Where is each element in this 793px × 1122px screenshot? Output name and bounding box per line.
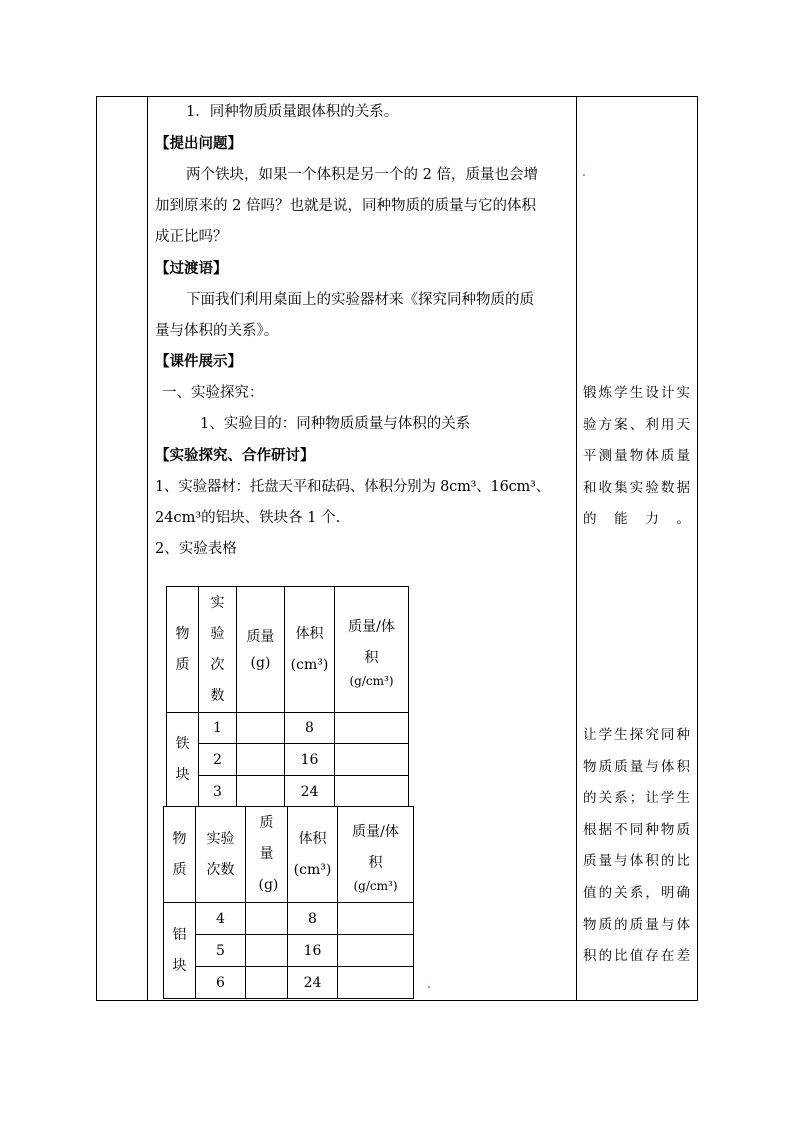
mass-cell [237,713,285,744]
ratio-cell [335,776,409,808]
material-cell: 铁块 [167,713,199,808]
ratio-cell [338,903,414,935]
heading-question: 【提出问题】 [155,136,242,152]
ratio-cell [335,713,409,744]
header-ratio: 质量/体积 (g/cm³) [338,807,414,903]
trial-cell: 6 [196,967,246,999]
mass-cell [246,967,288,999]
mass-cell [237,776,285,808]
heading-explore: 【实验探究、合作研讨】 [155,448,315,464]
header-ratio: 质量/体积 (g/cm³) [335,587,409,713]
note-explore-relation: 让学生探究同种物质质量与体积的关系；让学生根据不同种物质质量与体积的比值的关系，明确物质的质量与体积的比值存在差 [583,727,691,965]
topic-line: 1．同种物质质量跟体积的关系。 [186,104,399,120]
volume-cell: 8 [285,713,335,744]
table-header-row [167,587,409,713]
header-mass: 质量(g) [237,587,285,713]
volume-cell: 8 [288,903,338,935]
ratio-cell [335,744,409,776]
ratio-cell [338,935,414,967]
header-material: 物质 [164,807,196,903]
column-divider-left [147,96,148,1001]
iron-table [166,586,409,808]
volume-cell: 24 [288,967,338,999]
transition-line-2: 量与体积的关系》。 [155,323,279,339]
section-experiment: 一、实验探究： [162,385,264,401]
table-header-row [164,807,414,903]
question-line-2: 加到原来的 2 倍吗？也就是说，同种物质的质量与它的体积 [155,198,536,214]
header-volume: 体积(cm³) [285,587,335,713]
trial-cell: 4 [196,903,246,935]
volume-cell: 24 [285,776,335,808]
heading-transition: 【过渡语】 [155,261,228,277]
mass-cell [246,935,288,967]
question-line-1: 两个铁块，如果一个体积是另一个的 2 倍，质量也会增 [186,167,538,183]
mass-cell [246,903,288,935]
trial-cell: 5 [196,935,246,967]
mark-dot [428,986,430,988]
volume-cell: 16 [285,744,335,776]
column-divider-right [576,96,577,1001]
question-line-3: 成正比吗？ [155,229,228,245]
table-row [167,776,409,808]
experiment-purpose: 1、实验目的：同种物质质量与体积的关系 [200,416,471,432]
table-row [167,744,409,776]
mass-cell [237,744,285,776]
trial-cell: 1 [199,713,237,744]
equipment-line-2: 24cm³的铝块、铁块各 1 个. [155,510,341,526]
header-material: 物质 [167,587,199,713]
header-trial: 实验次数 [199,587,237,713]
table-row [164,967,414,999]
heading-display: 【课件展示】 [155,354,242,370]
header-mass: 质量(g) [246,807,288,903]
table-row [167,713,409,744]
table-row [164,903,414,935]
equipment-line-1: 1、实验器材：托盘天平和砝码、体积分别为 8cm³、16cm³、 [155,479,550,495]
trial-cell: 3 [199,776,237,808]
trial-cell: 2 [199,744,237,776]
header-trial: 实验次数 [196,807,246,903]
ratio-cell [338,967,414,999]
aluminum-table [163,806,414,999]
table-caption: 2、实验表格 [155,541,237,557]
volume-cell: 16 [288,935,338,967]
note-design-ability: 锻炼学生设计实验方案、利用天平测量物体质量和收集实验数据的能力。 [583,385,691,528]
mark-dot [583,174,585,176]
header-volume: 体积(cm³) [288,807,338,903]
material-cell: 铝块 [164,903,196,999]
transition-line-1: 下面我们利用桌面上的实验器材来《探究同种物质的质 [186,292,534,308]
table-row [164,935,414,967]
